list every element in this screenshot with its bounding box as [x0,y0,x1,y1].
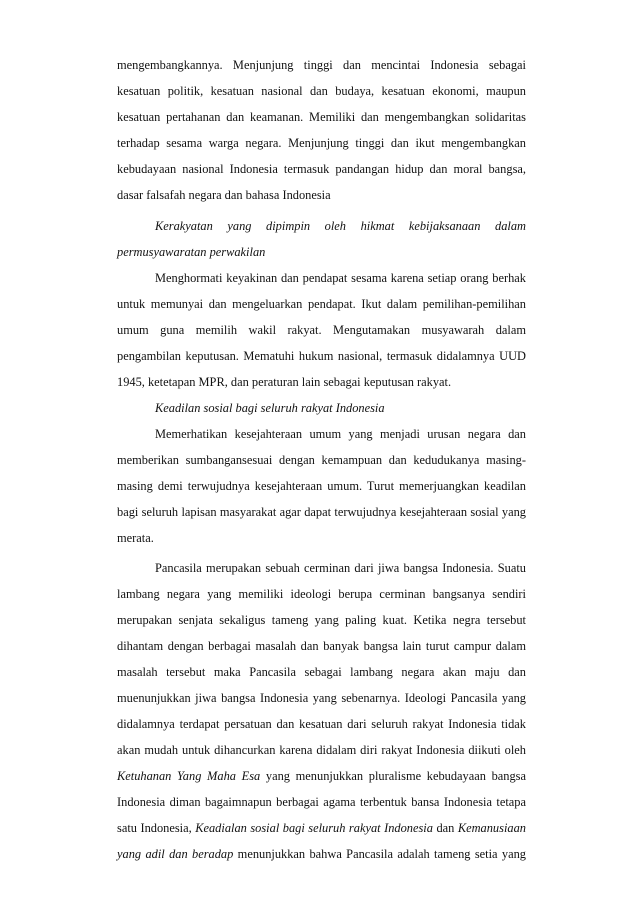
italic-text: Ketuhanan Yang Maha Esa [117,769,261,783]
text-line: akan mudah untuk dihancurkan karena didalam diri rakyat Indonesia diikuti oleh [117,743,526,757]
text-line: memberikan sumbangansesuai dengan kemampuan dan kedudukanya masing- [117,453,526,467]
text-line: didalamnya terdapat persatuan dan kesatuan dari seluruh rakyat Indonesia tidak [117,717,526,731]
text-line: dasar falsafah negara dan bahasa Indonesia [117,188,331,202]
text-line: Pancasila merupakan sebuah cerminan dari jiwa bangsa Indonesia. Suatu [155,561,526,575]
text-line: lambang negara yang memiliki ideologi berupa cerminan bangsanya sendiri [117,587,526,601]
italic-text: yang adil dan beradap [117,847,234,861]
text-line: kesatuan politik, kesatuan nasional dan budaya, kesatuan ekonomi, maupun [117,84,526,98]
text-segment: yang menunjukkan pluralisme kebudayaan bangsa [260,769,526,783]
text-line: dihantam dengan berbagai masalah dan banyak bangsa lain turut campur dalam [117,639,526,653]
italic-text: Kemanusiaan [457,821,526,835]
text-line: umum guna memilih wakil rakyat. Mengutamakan musyawarah dalam [117,323,526,337]
text-line [117,768,526,785]
text-line [117,846,526,863]
text-line: masing demi terwujudnya kesejahteraan umum. Turut memerjuangkan keadilan [117,479,526,493]
italic-text: Keadialan sosial bagi seluruh rakyat Indonesia [195,821,433,835]
text-line: bagi seluruh lapisan masyarakat agar dapat terwujudnya kesejahteraan sosial yang [117,505,526,519]
text-line: masalah tersebut maka Pancasila sebagai lambang negara akan maju dan [117,665,526,679]
text-segment: menunjukkan bahwa Pancasila adalah tameng setia yang [233,847,526,861]
text-line: Keadilan sosial bagi seluruh rakyat Indonesia [155,401,385,415]
text-segment: dan [432,821,458,835]
text-line: terhadap sesama warga negara. Menjunjung tinggi dan ikut mengembangkan [117,136,526,150]
text-line: merupakan senjata sekaligus tameng yang paling kuat. Ketika negra tersebut [117,613,526,627]
text-line [117,820,526,837]
text-line: 1945, ketetapan MPR, dan peraturan lain sebagai keputusan rakyat. [117,375,452,389]
text-line: muenunjukkan jiwa bangsa Indonesia yang sebenarnya. Ideologi Pancasila yang [117,691,526,705]
text-line: kebudayaan nasional Indonesia termasuk pandangan hidup dan moral bangsa, [117,162,526,176]
text-line: untuk memunyai dan mengeluarkan pendapat. Ikut dalam pemilihan-pemilihan [117,297,526,311]
text-line: pengambilan keputusan. Mematuhi hukum nasional, termasuk didalamnya UUD [117,349,526,363]
text-line: Menghormati keyakinan dan pendapat sesama karena setiap orang berhak [155,271,526,285]
text-line: merata. [117,531,154,545]
text-line: permusyawaratan perwakilan [117,245,266,259]
text-line: Kerakyatan yang dipimpin oleh hikmat kebijaksanaan dalam [155,219,526,233]
text-segment: satu Indonesia, [117,821,196,835]
text-line: mengembangkannya. Menjunjung tinggi dan mencintai Indonesia sebagai [117,58,526,72]
text-line: kesatuan pertahanan dan keamanan. Memiliki dan mengembangkan solidaritas [117,110,526,124]
text-line: Memerhatikan kesejahteraan umum yang menjadi urusan negara dan [155,427,526,441]
text-line: Indonesia diman bagaimnapun berbagai agama terbentuk bansa Indonesia tetapa [117,795,526,809]
